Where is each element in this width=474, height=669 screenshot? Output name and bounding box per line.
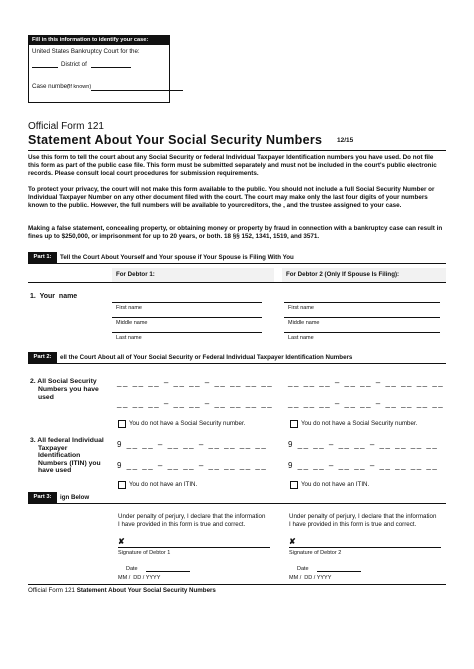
debtor1-column-header: [112, 268, 274, 282]
footer-form-id: Official Form 121: [28, 587, 75, 594]
perjury-line: Under penalty of perjury, I declare that the information: [118, 513, 266, 520]
debtor2-last-name-label: Last name: [288, 335, 314, 341]
debtor2-column-header: [282, 268, 446, 282]
case-identification-box: [28, 35, 170, 103]
case-number-field-line[interactable]: [91, 90, 183, 91]
part1-label: Part 1:: [28, 252, 57, 263]
debtor2-no-itin-label: You do not have an ITIN.: [301, 481, 370, 488]
debtor2-no-ssn-checkbox[interactable]: [290, 420, 298, 428]
page-title: Statement About Your Social Security Numbers: [28, 133, 323, 147]
form-revision: 12/15: [337, 137, 354, 144]
itin-question-line: Identification: [38, 452, 81, 460]
footer-rule: [28, 584, 446, 585]
debtor2-no-ssn-label: You do not have a Social Security number.: [301, 420, 418, 427]
state-field-line[interactable]: [32, 67, 58, 68]
part1-title: Tell the Court About Yourself and Your spouse if Your Spouse is Filing With You: [60, 254, 294, 261]
title-rule: [28, 150, 446, 151]
debtor1-date-format: MM / DD / YYYY: [118, 575, 161, 581]
debtor2-sign-here-icon: ✘: [289, 537, 296, 546]
case-number-label: Case number: [32, 83, 70, 90]
debtor2-last-name-field[interactable]: [284, 332, 440, 333]
itin-question-line: Numbers (ITIN) you: [38, 459, 101, 467]
instruction-paragraph-1: Use this form to tell the court about any Social Security or federal Individual Taxpayer Identification numbers you have used. Do not file this form as part of the public case file. This form must be submitted separately and must not be included in the court's public electronic records. Please consult local court procedures for submission requirements.: [28, 154, 437, 178]
debtor1-date-field[interactable]: [146, 571, 190, 572]
debtor2-first-name-field[interactable]: [284, 302, 440, 303]
debtor2-middle-name-field[interactable]: [284, 317, 440, 318]
debtor1-date-label: Date: [126, 566, 138, 572]
itin-question-line: have used: [38, 467, 72, 475]
instruction-paragraph-3: Making a false statement, concealing property, or obtaining money or property by fraud in connection with a bankruptcy case can result in fines up to $250,000, or imprisonment for up to 20 years, or both. 18 §§ 152, 1341, 1519, and 3571.: [28, 225, 443, 241]
debtor1-signature-field[interactable]: [118, 547, 270, 548]
court-label: United States Bankruptcy Court for the:: [32, 48, 140, 55]
debtor1-itin-field-2[interactable]: 9 __ __ – __ __ – __ __ __ __: [117, 461, 268, 470]
part2-header: [28, 352, 446, 364]
instruction-paragraph-2: To protect your privacy, the court will not make this form available to the public. You should not include a full Social Security Number or Individual Taxpayer Number on any other document filed with the court. The court may make only the last four digits of your numbers known to the public. However, the full numbers will be available to yourcreditors, the , and the trustee assigned to your case.: [28, 186, 435, 210]
debtor2-column-label: For Debtor 2 (Only If Spouse Is Filing):: [286, 271, 400, 278]
ssn-question-line: used: [38, 394, 54, 401]
ssn-question-line: 2. All Social Security: [30, 378, 97, 385]
district-label: District of: [61, 61, 87, 68]
debtor1-first-name-label: First name: [116, 305, 142, 311]
debtor2-ssn-field-1[interactable]: __ __ __ – __ __ – __ __ __ __: [288, 378, 445, 387]
itin-question-line: 3. All federal Individual: [30, 437, 104, 444]
debtor1-no-itin-checkbox[interactable]: [118, 481, 126, 489]
debtor1-last-name-field[interactable]: [112, 332, 262, 333]
ssn-question-line: Numbers you have: [38, 386, 99, 393]
debtor1-middle-name-field[interactable]: [112, 317, 262, 318]
debtor2-itin-field-1[interactable]: 9 __ __ – __ __ – __ __ __ __: [288, 440, 439, 449]
debtor2-middle-name-label: Middle name: [288, 320, 320, 326]
debtor2-date-format: MM / DD / YYYY: [289, 575, 332, 581]
debtor1-perjury-statement: [118, 513, 265, 529]
debtor2-perjury-statement: [289, 513, 436, 529]
debtor1-middle-name-label: Middle name: [116, 320, 148, 326]
itin-question-line: Taxpayer: [38, 444, 68, 452]
perjury-line: Under penalty of perjury, I declare that the information: [289, 513, 437, 520]
debtor1-no-ssn-label: You do not have a Social Security number.: [129, 420, 246, 427]
debtor2-no-itin-checkbox[interactable]: [290, 481, 298, 489]
part1-header: [28, 252, 446, 264]
debtor1-no-itin-label: You do not have an ITIN.: [129, 481, 198, 488]
debtor2-date-label: Date: [297, 566, 309, 572]
debtor1-itin-field-1[interactable]: 9 __ __ – __ __ – __ __ __ __: [117, 440, 268, 449]
form-id: Official Form 121: [28, 121, 104, 132]
ssn-question: [30, 378, 99, 402]
debtor1-signature-label: Signature of Debtor 1: [118, 550, 171, 556]
id-box-header: Fill in this information to identify your case:: [29, 36, 169, 45]
part3-header: [28, 492, 446, 504]
debtor1-ssn-field-1[interactable]: __ __ __ – __ __ – __ __ __ __: [117, 378, 274, 387]
debtor2-ssn-field-2[interactable]: __ __ __ – __ __ – __ __ __ __: [288, 399, 445, 408]
case-number-hint: (If known): [67, 84, 92, 90]
footer: [28, 587, 216, 594]
perjury-line: I have provided in this form is true and correct.: [118, 521, 246, 528]
debtor2-signature-field[interactable]: [289, 547, 441, 548]
footer-title: Statement About Your Social Security Numbers: [76, 587, 216, 594]
part3-title: ign Below: [60, 494, 90, 501]
part3-label: Part 3:: [28, 492, 57, 503]
district-field-line[interactable]: [91, 67, 131, 68]
part2-label: Part 2:: [28, 352, 57, 363]
your-name-question: 1. Your name: [30, 293, 78, 300]
debtor2-first-name-label: First name: [288, 305, 314, 311]
debtor1-first-name-field[interactable]: [112, 302, 262, 303]
debtor2-signature-label: Signature of Debtor 2: [289, 550, 342, 556]
itin-question: [30, 437, 104, 475]
debtor2-date-field[interactable]: [317, 571, 361, 572]
debtor1-no-ssn-checkbox[interactable]: [118, 420, 126, 428]
debtor1-sign-here-icon: ✘: [118, 537, 125, 546]
debtor2-itin-field-2[interactable]: 9 __ __ – __ __ – __ __ __ __: [288, 461, 439, 470]
part2-title: ell the Court About all of Your Social Security or Federal Individual Taxpayer Identification Numbers: [60, 354, 353, 361]
debtor1-column-label: For Debtor 1:: [116, 271, 155, 278]
debtor1-ssn-field-2[interactable]: __ __ __ – __ __ – __ __ __ __: [117, 399, 274, 408]
perjury-line: I have provided in this form is true and correct.: [289, 521, 417, 528]
part1-column-rule: [28, 282, 446, 283]
debtor1-last-name-label: Last name: [116, 335, 142, 341]
